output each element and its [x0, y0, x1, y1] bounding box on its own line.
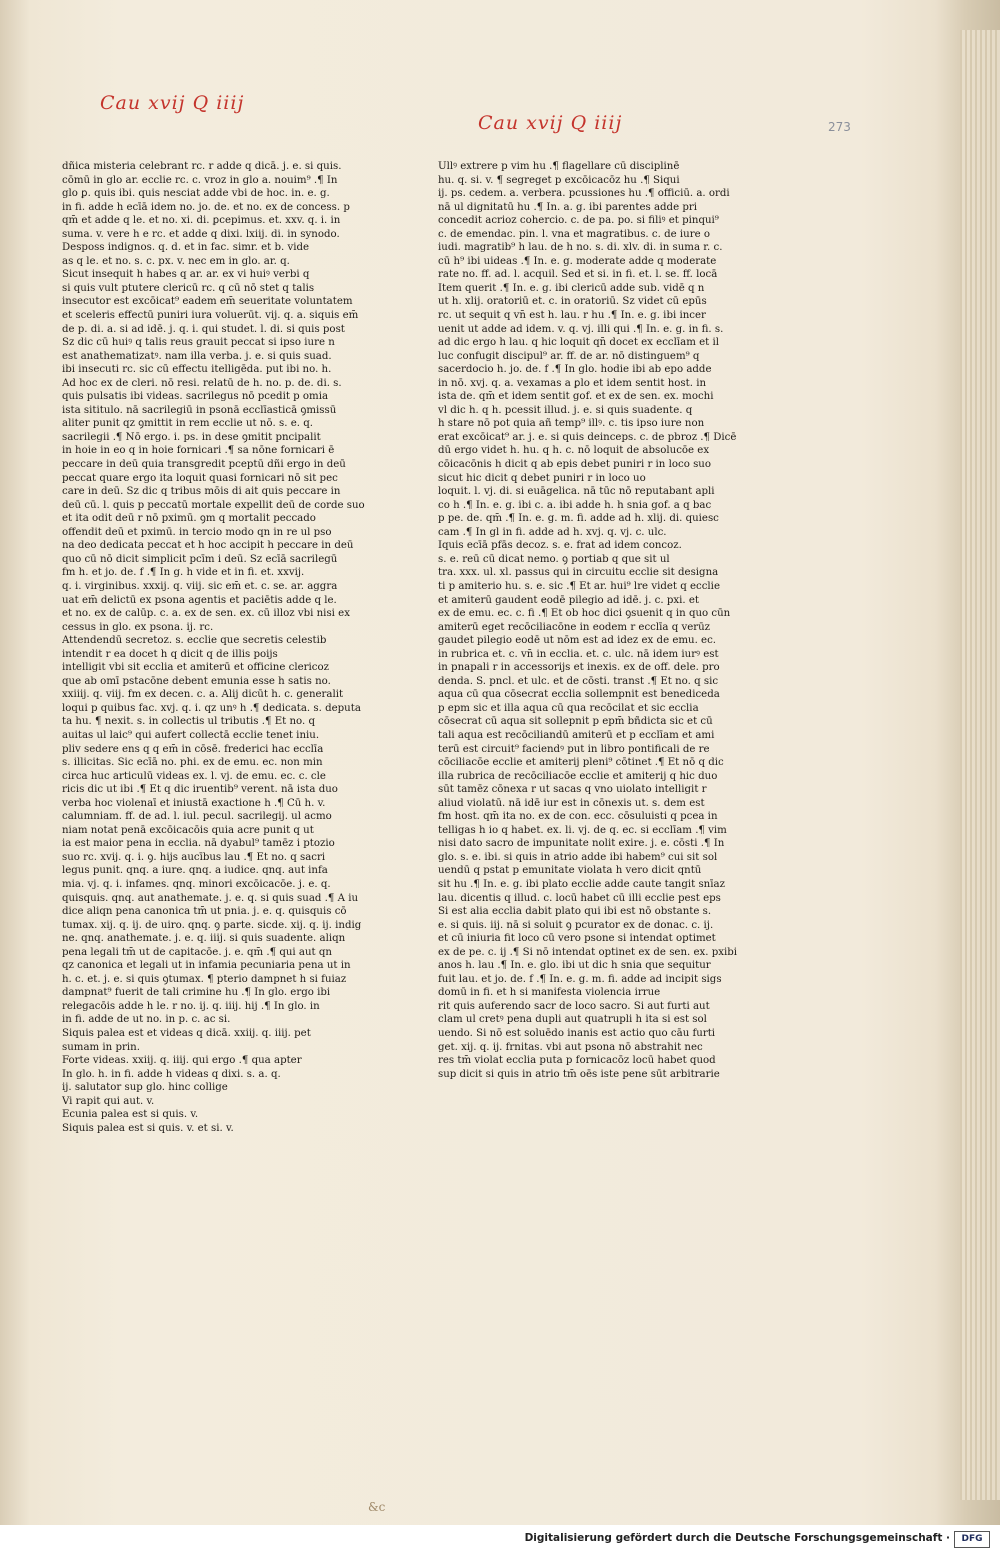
text-line: uendū q pstat p emunitate violata h vero dicit qntū [438, 865, 702, 877]
text-line: as q le. et no. s. c. px. v. nec em in glo. ar. q. [62, 255, 290, 267]
text-line: et amiterū gaudent eodē pilegio ad idē. j. c. pxi. et [438, 594, 699, 606]
text-line: Ullꝰ extrere p vim hu .¶ flagellare cū disciplinē [438, 161, 680, 172]
text-line: luc confugit discipul⁹ ar. ff. de ar. nō distinguem⁹ q [438, 350, 700, 362]
text-line: clam ul cretꝰ pena dupli aut quatrupli h ita si est sol [438, 1014, 707, 1026]
text-line: calumniam. ff. de ad. l. iul. pecul. sacrilegij. ul acmo [62, 811, 332, 823]
text-line: Sicut insequit h habes q ar. ar. ex vi huiꝰ verbi q [62, 269, 310, 281]
text-line: qz canonica et legali ut in infamia pecuniaria pena ut in [62, 960, 351, 972]
text-line: cam .¶ In gl̄ in fi. adde ad h. xvj. q. vj. c. ulc. [438, 526, 667, 538]
text-line: que ab omī pstacōne debent emunia esse h satis no. [62, 675, 331, 687]
text-line: q. i. virginibus. xxxij. q. viij. sic em̄ et. c. se. ar. aggra [62, 580, 338, 592]
text-line: telligas h io q habet. ex. li. vj. de q. ec. si ecclīam .¶ vim [438, 824, 727, 836]
text-line: ex de emu. ec. c. fi .¶ Et ob hoc dici ꝯsuenit q in quo cūn [438, 608, 731, 620]
text-line: glo. s. e. ibi. si quis in atrio adde ibi habem⁹ cui sit sol [438, 851, 718, 863]
text-line: ut h. xlij. oratoriū et. c. in oratoriū. Sz videt cū epūs [438, 296, 707, 308]
text-line: illa rubrica de recōciliacōe ecclie et amiterij q hic duo [438, 770, 718, 782]
text-line: ij. ps. cedem. a. verbera. pcussiones hu .¶ officiū. a. ordi [438, 188, 730, 200]
text-line: et ita odit deū r nō pximū. ꝯm q mortalit peccado [62, 513, 316, 525]
text-line: p epm sic et illa aqua cū qua recōcilat et sic ecclia [438, 702, 699, 714]
text-line: glo ꝑ. quis ibi. quis nesciat adde vbi de hoc. in. e. g. [62, 188, 330, 200]
text-line: xxiiij. q. viij. fm ex decen. c. a. Alij dicūt h. c. generalit [62, 689, 344, 701]
text-line: tra. xxx. ul. xl. passus qui in circuitu ecclie sit designa [438, 567, 719, 579]
text-line: p pe. de. qm̄ .¶ In. e. g. m. fi. adde ad h. xlij. di. quiesc [438, 513, 719, 525]
text-line: est anathematizatꝰ. nam illa verba. j. e. si quis suad. [62, 350, 332, 362]
text-line: auitas ul laic⁹ qui aufert collectā ecclie tenet iniu. [62, 729, 320, 741]
text-line: in rubrica et. c. vn̄ in ecclia. et. c. ulc. nā idem iurꝰ est [438, 648, 719, 660]
text-line: res tm̄ violat ecclia puta p fornicacōz locū habet quod [438, 1055, 716, 1067]
text-line: Forte videas. xxiij. q. iiij. qui ergo .¶ qua apter [62, 1055, 302, 1067]
text-line: Si est alia ecclia dabit plato qui ibi est nō obstante s. [438, 906, 712, 918]
text-line: erat excōicat⁹ ar. j. e. si quis deinceps. c. de pbroz .¶ Dicē [438, 431, 737, 443]
text-line: ij. salutator sup glo. hinc collige [62, 1082, 228, 1094]
text-line: in fi. adde h ecīā idem no. jo. de. et no. ex de concess. p [62, 201, 350, 213]
text-line: sit hu .¶ In. e. g. ibi plato ecclie adde caute tangit snīaz [438, 878, 725, 890]
text-line: Desposs indignos. q. d. et in fac. simr. et b. vide [62, 242, 310, 254]
text-line: amiterū eget recōciliacōne in eodem r ecclīa q verūz [438, 621, 711, 633]
text-line: insecutor est excōicat⁹ eadem em̄ seueritate voluntatem [62, 296, 353, 308]
text-line: cū h⁹ ibi uideas .¶ In. e. g. moderate adde q moderate [438, 255, 717, 267]
text-line: ibi insecuti rc. sic cū effectu itelligēda. put ibi no. h. [62, 364, 332, 376]
text-line: concedit acrioz cohercio. c. de pa. po. si filiꝰ et pinqui⁹ [438, 215, 719, 227]
text-line: mia. vj. q. i. infames. qnq. minori excōicacōe. j. e. q. [62, 878, 331, 890]
text-line: ad dic ergo h lau. q hic loquit qn̄ docet ex ecclīam et il [438, 337, 719, 349]
text-line: na deo dedicata peccat et h hoc accipit h peccare in deū [62, 540, 354, 552]
text-line: ex de pe. c. ij .¶ Si nō intendat optinet ex de sen. ex. pxibi [438, 946, 738, 958]
footer-bar [0, 1525, 1000, 1553]
text-line: et sceleris effectū puniri iura voluerūt. vij. q. a. siquis em̄ [62, 310, 359, 322]
text-line: terū est circuit⁹ faciendꝰ put in libro pontificali de re [438, 743, 710, 755]
text-line: in pnapali r in accessorijs et inexis. ex de off. dele. pro [438, 662, 720, 674]
right-running-head: Cau xvij Q iiij [478, 112, 623, 134]
text-line: cōmū in glo ar. ecclie rc. c. vroz in glo a. nouim⁹ .¶ In [62, 174, 338, 186]
text-line: deū cū. l. quis p peccatū mortale expellit deū de corde suo [62, 499, 365, 511]
text-line: relegacōis adde h le. r no. ij. q. iiij. hij .¶ In glo. in [62, 1000, 320, 1012]
text-line: dñica misteria celebrant rc. r adde q dicā. j. e. si quis. [62, 161, 342, 172]
right-text-column [438, 160, 766, 1220]
text-line: h stare nō pot quia añ temp⁹ illꝰ. c. tis ipso iure non [438, 418, 705, 430]
text-line: offendit deū et pximū. in tercio modo qn in re ul pso [62, 526, 332, 538]
text-line: quo cū nō dicit simplicit pcīm i deū. Sz ecīā sacrilegū [62, 553, 338, 565]
text-line: anos h. lau .¶ In. e. glo. ibi ut dic h snia que sequitur [438, 960, 711, 972]
text-line: si quis vult ptutere clericū rc. q cū nō stet q talis [62, 282, 315, 294]
text-line: ista sititulo. nā sacrilegiū in psonā ecclīasticā ꝯmissū [62, 404, 337, 416]
text-line: Iquis ecīā pfās decoz. s. e. frat ad idem concoz. [438, 540, 682, 552]
text-line: cōicacōnis h dicit q ab epis debet puniri r in loco suo [438, 459, 712, 471]
text-line: qm̄ et adde q le. et no. xi. di. ꝑcepimus. et. xxv. q. i. in [62, 215, 341, 227]
text-line: cōciliacōe ecclie et amiterij pleni⁹ cōtinet .¶ Et nō q dic [438, 757, 724, 769]
text-line: Item querit .¶ In. e. g. ibi clericū adde sub. vidē q n [438, 282, 705, 294]
bottom-mark: &c [368, 1500, 386, 1514]
text-line: pena legali tm̄ ut de capitacōe. j. e. qm̄ .¶ qui aut qn [62, 946, 332, 958]
text-line: cessus in glo. ex psona. ij. rc. [62, 621, 214, 633]
text-line: rc. ut sequit q vn̄ est h. lau. r hu .¶ In. e. g. ibi incer [438, 310, 706, 322]
text-line: care in deū. Sz dic q tribus mōis di ait quis peccare in [62, 486, 341, 498]
text-line: aqua cū qua cōsecrat ecclia sollempnit est benediceda [438, 689, 720, 701]
text-line: nisi dato sacro de impunitate nolit exire. j. e. cōsti .¶ In [438, 838, 725, 850]
text-line: peccat quare ergo ita loquit quasi fornicari nō sit pec [62, 472, 338, 484]
text-line: h. c. et. j. e. si quis ꝯtumax. ¶ pterio dampnet h si fuiaz [62, 973, 347, 985]
text-line: denda. S. pncl. et ulc. et de cōsti. transt .¶ Et no. q sic [438, 675, 719, 687]
text-line: cōsecrat cū aqua sit sollepnit p epm̄ bñdicta sic et cū [438, 716, 713, 728]
text-line: tumax. xij. q. ij. de uiro. qnq. ꝯ parte. sicde. xij. q. ij. indig [62, 919, 362, 931]
text-line: suma. v. vere h̄ e rc. et adde q dixi. lxiij. di. in synodo. [62, 228, 340, 240]
text-line: Siquis palea est si quis. v. et si. v. [62, 1122, 234, 1134]
text-line: pliv sedere ens q q em̄ in cōsē. frederici hac ecclīa [62, 743, 324, 755]
left-running-head: Cau xvij Q iiij [100, 92, 245, 114]
text-line: loqui p quibus fac. xvj. q. i. qz unꝰ h .¶ dedicata. s. deputa [62, 702, 361, 714]
text-line: circa huc articulū videas ex. l. vj. de emu. ec. c. cle [62, 770, 326, 782]
text-line: s. illicitas. Sic ecīā no. phi. ex de emu. ec. non min [62, 757, 323, 769]
text-line: Vi rapit qui aut. v. [62, 1095, 155, 1107]
text-line: ia est maior pena in ecclia. nā dyabul⁹ tamēz i ptozio [62, 838, 335, 850]
left-text-column [62, 160, 370, 1210]
text-line: sumam in prin. [62, 1041, 140, 1053]
text-line: nā ul dignitatū hu .¶ In. a. g. ibi parentes adde pri [438, 201, 697, 213]
text-line: intendit r ea docet h q dicit q de illis poijs [62, 648, 278, 660]
text-line: tali aqua est recōciliandū amiterū et p ecclīam et ami [438, 729, 715, 741]
text-line: in fi. adde de ut no. in p. c. ac si. [62, 1014, 231, 1026]
text-line: get. xij. q. ij. frnitas. vbi aut psona nō abstrahit nec [438, 1041, 703, 1053]
text-line: et cū iniuria fit loco cū vero psone si intendat optimet [438, 933, 716, 945]
text-line: loquit. l. vj. di. si euāgelica. nā tūc nō reputabant apli [438, 486, 715, 498]
text-line: in nō. xvj. q. a. vexamas a ꝑlo et idem sentit host. in [438, 377, 707, 389]
text-line: ti p amiterio hu. s. e. sic .¶ Et ar. hui⁹ lre videt q ecclie [438, 580, 720, 592]
text-line: verba hoc violenaī et iniustā exactione h .¶ Cū h. v. [62, 797, 326, 809]
folio-number: 273 [828, 120, 851, 134]
text-line: Attendendū secretoz. s. ecclie que secretis celestib [62, 635, 327, 647]
text-line: ricis dic ut ibi .¶ Et q dic iruentib⁹ verent. nā ista duo [62, 784, 338, 796]
text-line: vl dic h. q h. pcessit illud. j. e. si quis suadente. q [438, 404, 693, 416]
text-line: quisquis. qnq. aut anathemate. j. e. q. si quis suad .¶ A iu [62, 892, 359, 904]
text-line: dampnat⁹ fuerit de tali crimine hu .¶ In glo. ergo ibi [62, 987, 331, 999]
text-line: ne. qnq. anathemate. j. e. q. iiij. si quis suadente. aliqn [62, 933, 346, 945]
text-line: fuit lau. et jo. de. f .¶ In. e. g. m. fi. adde ad incipit sigs [438, 973, 722, 985]
text-line: iudi. magratib⁹ h lau. de h no. s. di. xlv. di. in suma r. c. [438, 242, 723, 254]
dfg-logo: DFG [954, 1531, 990, 1548]
text-line: Siquis palea est et videas q dicā. xxiij. q. iiij. pet [62, 1028, 311, 1039]
text-line: in hoie in eo q in hoie fornicari .¶ sa nōne fornicari ē [62, 445, 335, 457]
text-line: c. de emendac. pin. l. vna et magratibus. c. de iure o [438, 228, 710, 240]
text-line: sup dicit si quis in atrio tm̄ oēs iste pene sūt arbitrarie [438, 1068, 720, 1080]
text-line: uenit ut adde ad idem. v. q. vj. illi qui .¶ In. e. g. in fi. s. [438, 323, 724, 335]
text-line: co h .¶ In. e. g. ibi c. a. ibi adde h. h snia gof. a q bac [438, 499, 712, 511]
text-line: ta hu. ¶ nexit. s. in collectis ul tributis .¶ Et no. q [62, 716, 315, 728]
text-line: uendo. Si nō est soluēdo inanis est actio quo cāu furti [438, 1028, 716, 1039]
text-line: gaudet pilegio eodē ut nōm est ad idez ex de emu. ec. [438, 635, 717, 647]
text-line: quis pulsatis ibi videas. sacrilegus nō pcedit p omia [62, 391, 329, 403]
text-line: et no. ex de calūp. c. a. ex de sen. ex. cū illoz vbi nisi ex [62, 608, 350, 620]
page-edges [960, 30, 1000, 1500]
text-line: legus punit. qnq. a iure. qnq. a iudice. qnq. aut infa [62, 865, 328, 877]
text-line: hu. q. si. v. ¶ segreget p excōicacōz hu .¶ Siqui [438, 174, 680, 186]
text-line: dice aliqn pena canonica tm̄ ut pnia. j. e. q. quisquis cō [62, 906, 347, 918]
text-line: Ad hoc ex de cleri. nō resi. relatū de h. no. p. de. di. s. [62, 377, 342, 389]
text-line: ista de. qm̄ et idem sentit gof. et ex de sen. ex. mochi [438, 391, 714, 403]
text-line: sūt tamēz cōnexa r ut sacas q vno uiolato intelligit r [438, 784, 707, 796]
text-line: lau. dicentis q illud. c. locū habet cū illi ecclie pest eps [438, 892, 721, 904]
text-line: fm h. et jo. de. f .¶ In g. h vide et in fi. et. xxvij. [62, 567, 305, 579]
text-line: niam notat penā excōicacōis quia acre punit q ut [62, 824, 314, 836]
text-line: s. e. reū cū dicat nemo. ꝯ portiab q que sit ul [438, 553, 670, 565]
text-line: rate no. ff. ad. l. acquil. Sed et si. in fi. et. l. se. ff. locā [438, 269, 718, 281]
text-line: Ecunia palea est si quis. v. [62, 1109, 199, 1121]
text-line: sacerdocio h. jo. de. f .¶ In glo. hodie ibi ab epo adde [438, 364, 712, 376]
text-line: fm host. qm̄ ita no. ex de con. ecc. cōsuluisti q pcea in [438, 811, 718, 823]
text-line: aliud violatū. nā idē iur est in cōnexis ut. s. dem est [438, 797, 705, 809]
text-line: In glo. h. in fi. adde h videas q dixi. s. a. q. [62, 1068, 281, 1080]
text-line: domū in fi. et h si manifesta violencia irrue [438, 987, 661, 999]
text-line: de p. di. a. si ad idē. j. q. i. qui studet. l. di. si quis post [62, 323, 345, 335]
footer-credit: Digitalisierung gefördert durch die Deutsche Forschungsgemeinschaft · [524, 1532, 950, 1544]
text-line: rit quis auferendo sacr de loco sacro. Si aut furti aut [438, 1000, 710, 1012]
text-line: dū ergo videt h. hu. q h. c. nō loquit de absolucōe ex [438, 445, 710, 457]
text-line: sacrilegii .¶ Nō ergo. i. ps. in dese ꝯmitit pncipalit [62, 431, 321, 443]
text-line: aliter punit qz ꝯmittit in rem ecclie ut nō. s. e. q. [62, 418, 313, 430]
text-line: uat em̄ delictū ex psona agentis et paciētis adde q le. [62, 594, 337, 606]
text-line: Sz dic cū huiꝰ q talis reus grauit peccat si ipso iure n [62, 337, 335, 349]
text-line: suo rc. xvij. q. i. ꝯ. hijs aucībus lau .¶ Et no. q sacri [62, 851, 326, 863]
text-line: sicut hic dicit q debet puniri r in loco uo [438, 472, 646, 484]
text-line: peccare in deū quia transgredit pceptū dñi ergo in deū [62, 459, 346, 471]
text-line: intelligit vbi sit ecclia et amiterū et officine clericoz [62, 662, 329, 674]
text-line: e. si quis. iij. nā si soluit ꝯ pcurator ex de donac. c. ij. [438, 919, 714, 931]
